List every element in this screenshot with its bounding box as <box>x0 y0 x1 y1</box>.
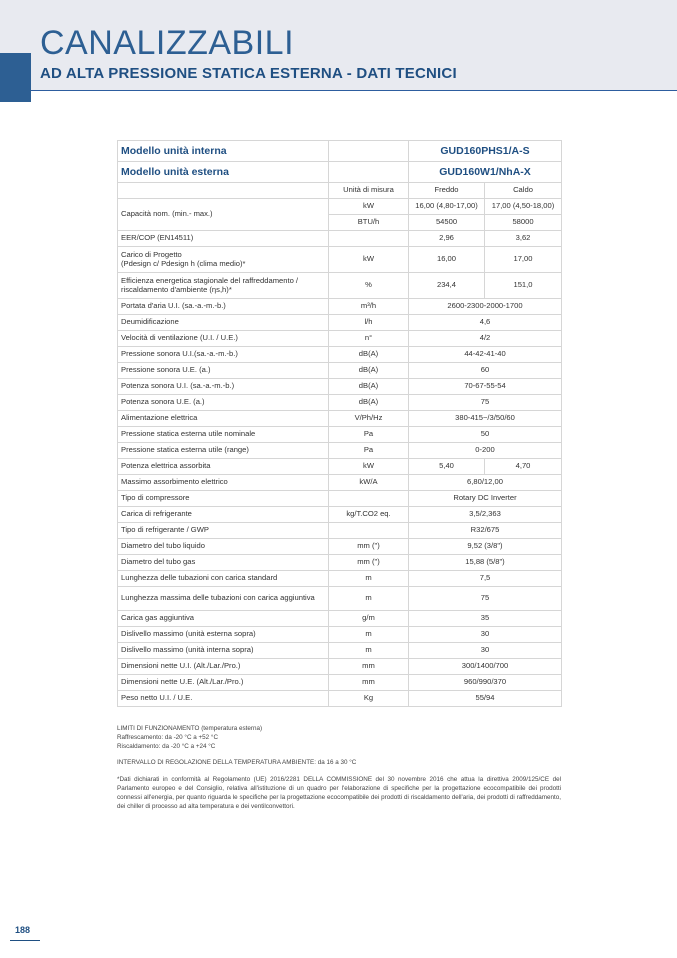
spec-unit: m <box>329 627 409 643</box>
capacity-unit-btu: BTU/h <box>329 215 409 231</box>
spec-unit: mm (") <box>329 539 409 555</box>
page-subtitle: AD ALTA PRESSIONE STATICA ESTERNA - DATI TECNICI <box>40 65 457 82</box>
spec-label: Pressione statica esterna utile nominale <box>118 427 329 443</box>
spec-value: 300/1400/700 <box>409 659 562 675</box>
capacity-cool-kw: 16,00 (4,80-17,00) <box>409 199 485 215</box>
spec-label: Pressione sonora U.E. (a.) <box>118 363 329 379</box>
limits-title: LIMITI DI FUNZIONAMENTO (temperatura esterna) <box>117 725 263 732</box>
column-header-row <box>118 183 562 199</box>
spec-row <box>118 587 562 611</box>
spec-unit: m <box>329 643 409 659</box>
spec-heat-value: 4,70 <box>485 459 562 475</box>
spec-value: 60 <box>409 363 562 379</box>
spec-label: Potenza elettrica assorbita <box>118 459 329 475</box>
spec-unit <box>329 523 409 539</box>
spec-unit: dB(A) <box>329 395 409 411</box>
spec-label: Dimensioni nette U.E. (Alt./Lar./Pro.) <box>118 675 329 691</box>
spec-value: 50 <box>409 427 562 443</box>
spec-unit: n° <box>329 331 409 347</box>
limits-cooling: Raffrescamento: da -20 °C a +52 °C <box>117 734 218 742</box>
empty-cell <box>329 141 409 162</box>
capacity-label: Capacità nom. (min.- max.) <box>118 199 329 231</box>
spec-value: 2600-2300-2000-1700 <box>409 299 562 315</box>
spec-label: Tipo di compressore <box>118 491 329 507</box>
spec-value: 30 <box>409 643 562 659</box>
spec-row <box>118 675 562 691</box>
spec-row <box>118 427 562 443</box>
spec-unit: m <box>329 587 409 611</box>
unit-column-header: Unità di misura <box>329 183 409 199</box>
notes <box>117 724 561 818</box>
spec-value: 4,6 <box>409 315 562 331</box>
spec-value: 30 <box>409 627 562 643</box>
spec-heat-value: 3,62 <box>485 231 562 247</box>
spec-value: 70-67-55-54 <box>409 379 562 395</box>
spec-value: 44-42-41-40 <box>409 347 562 363</box>
indoor-model-value: GUD160PHS1/A-S <box>409 141 562 162</box>
spec-unit: Pa <box>329 427 409 443</box>
spec-unit: dB(A) <box>329 347 409 363</box>
capacity-heat-btu: 58000 <box>485 215 562 231</box>
spec-value: 9,52 (3/8") <box>409 539 562 555</box>
indoor-model-label: Modello unità interna <box>118 141 329 162</box>
spec-value: 3,5/2,363 <box>409 507 562 523</box>
spec-label: Lunghezza delle tubazioni con carica standard <box>118 571 329 587</box>
spec-unit: dB(A) <box>329 379 409 395</box>
spec-unit: mm <box>329 659 409 675</box>
spec-unit: kg/T.CO2 eq. <box>329 507 409 523</box>
spec-value: 960/990/370 <box>409 675 562 691</box>
spec-row <box>118 643 562 659</box>
spec-heat-value: 17,00 <box>485 247 562 273</box>
spec-row <box>118 523 562 539</box>
spec-label: Dislivello massimo (unità esterna sopra) <box>118 627 329 643</box>
spec-value: 15,88 (5/8") <box>409 555 562 571</box>
spec-row <box>118 691 562 707</box>
spec-label: Pressione statica esterna utile (range) <box>118 443 329 459</box>
page-title: CANALIZZABILI <box>40 24 295 62</box>
indoor-model-row <box>118 141 562 162</box>
outdoor-model-value: GUD160W1/NhA-X <box>409 162 562 183</box>
split-spec-row <box>118 247 562 273</box>
spec-label: Pressione sonora U.I.(sa.-a.-m.-b.) <box>118 347 329 363</box>
spec-unit: g/m <box>329 611 409 627</box>
spec-label: Carico di Progetto (Pdesign c/ Pdesign h (clima medio)* <box>118 247 329 273</box>
spec-table-body <box>118 141 562 707</box>
section-tab <box>0 53 31 102</box>
spec-row <box>118 347 562 363</box>
empty-cell <box>118 183 329 199</box>
spec-label: Velocità di ventilazione (U.I. / U.E.) <box>118 331 329 347</box>
spec-label: Diametro del tubo liquido <box>118 539 329 555</box>
outdoor-model-label: Modello unità esterna <box>118 162 329 183</box>
spec-unit: m <box>329 571 409 587</box>
spec-value: 75 <box>409 587 562 611</box>
spec-row <box>118 507 562 523</box>
spec-row <box>118 571 562 587</box>
page-number-underline <box>10 940 40 941</box>
spec-unit: l/h <box>329 315 409 331</box>
spec-unit: V/Ph/Hz <box>329 411 409 427</box>
spec-row <box>118 555 562 571</box>
regulation-footnote: *Dati dichiarati in conformità al Regolamento (UE) 2016/2281 DELLA COMMISSIONE del 30 novembre 2016 che attua la direttiva 2009/125/CE del Parlamento europeo e del Consiglio, relativa all'istituzione di un quadro per l'elaborazione di specifiche per la progettazione ecocompatibile dei prodotti connessi all'energia, per quanto riguarda le specifiche per la progettazione ecocompatibile dei prodotti di riscaldamento dell'aria, dei prodotti di raffreddamento, dei chiller di processo ad alta temperatura e dei ventilconvettori. <box>117 775 561 810</box>
spec-row <box>118 363 562 379</box>
spec-label: Dimensioni nette U.I. (Alt./Lar./Pro.) <box>118 659 329 675</box>
spec-cool-value: 5,40 <box>409 459 485 475</box>
spec-label: EER/COP (EN14511) <box>118 231 329 247</box>
spec-row <box>118 627 562 643</box>
spec-value: 35 <box>409 611 562 627</box>
heat-column-header: Caldo <box>485 183 562 199</box>
spec-unit: kW <box>329 247 409 273</box>
power-row <box>118 459 562 475</box>
temperature-regulation: INTERVALLO DI REGOLAZIONE DELLA TEMPERATURA AMBIENTE: da 16 a 30 °C <box>117 759 357 767</box>
spec-value: 6,80/12,00 <box>409 475 562 491</box>
spec-unit: mm (") <box>329 555 409 571</box>
spec-row <box>118 315 562 331</box>
spec-row <box>118 539 562 555</box>
spec-label: Carica di refrigerante <box>118 507 329 523</box>
capacity-row <box>118 199 562 215</box>
spec-row <box>118 491 562 507</box>
spec-row <box>118 443 562 459</box>
page-number: 188 <box>15 925 31 935</box>
spec-value: 7,5 <box>409 571 562 587</box>
outdoor-model-row <box>118 162 562 183</box>
spec-label: Lunghezza massima delle tubazioni con carica aggiuntiva <box>118 587 329 611</box>
spec-label: Diametro del tubo gas <box>118 555 329 571</box>
spec-cool-value: 2,96 <box>409 231 485 247</box>
spec-label: Deumidificazione <box>118 315 329 331</box>
spec-label: Alimentazione elettrica <box>118 411 329 427</box>
capacity-heat-kw: 17,00 (4,50-18,00) <box>485 199 562 215</box>
spec-label: Massimo assorbimento elettrico <box>118 475 329 491</box>
spec-row <box>118 611 562 627</box>
spec-cool-value: 16,00 <box>409 247 485 273</box>
spec-label: Peso netto U.I. / U.E. <box>118 691 329 707</box>
spec-label: Carica gas aggiuntiva <box>118 611 329 627</box>
split-spec-row <box>118 273 562 299</box>
capacity-cool-btu: 54500 <box>409 215 485 231</box>
spec-label: Dislivello massimo (unità interna sopra) <box>118 643 329 659</box>
spec-row <box>118 299 562 315</box>
spec-value: 4/2 <box>409 331 562 347</box>
spec-row <box>118 659 562 675</box>
spec-label: Potenza sonora U.I. (sa.-a.-m.-b.) <box>118 379 329 395</box>
spec-value: 0-200 <box>409 443 562 459</box>
cool-column-header: Freddo <box>409 183 485 199</box>
capacity-unit-kw: kW <box>329 199 409 215</box>
spec-row <box>118 395 562 411</box>
split-spec-row <box>118 231 562 247</box>
spec-unit: kW/A <box>329 475 409 491</box>
spec-unit <box>329 231 409 247</box>
spec-value: R32/675 <box>409 523 562 539</box>
spec-row <box>118 411 562 427</box>
spec-label: Potenza sonora U.E. (a.) <box>118 395 329 411</box>
spec-row <box>118 331 562 347</box>
spec-value: Rotary DC Inverter <box>409 491 562 507</box>
spec-cool-value: 234,4 <box>409 273 485 299</box>
spec-unit: m³/h <box>329 299 409 315</box>
spec-unit: Pa <box>329 443 409 459</box>
spec-row <box>118 379 562 395</box>
spec-value: 380-415~/3/50/60 <box>409 411 562 427</box>
spec-unit: % <box>329 273 409 299</box>
spec-label: Portata d'aria U.I. (sa.-a.-m.-b.) <box>118 299 329 315</box>
spec-row <box>118 475 562 491</box>
empty-cell <box>329 162 409 183</box>
spec-unit: kW <box>329 459 409 475</box>
spec-unit: Kg <box>329 691 409 707</box>
spec-heat-value: 151,0 <box>485 273 562 299</box>
spec-label: Efficienza energetica stagionale del raffreddamento / riscaldamento d'ambiente (ηs,h)* <box>118 273 329 299</box>
spec-unit <box>329 491 409 507</box>
spec-unit: dB(A) <box>329 363 409 379</box>
spec-table <box>117 140 562 707</box>
spec-label: Tipo di refrigerante / GWP <box>118 523 329 539</box>
header-divider <box>0 90 677 91</box>
limits-heating: Riscaldamento: da -20 °C a +24 °C <box>117 743 216 751</box>
spec-value: 75 <box>409 395 562 411</box>
spec-value: 55/94 <box>409 691 562 707</box>
spec-unit: mm <box>329 675 409 691</box>
